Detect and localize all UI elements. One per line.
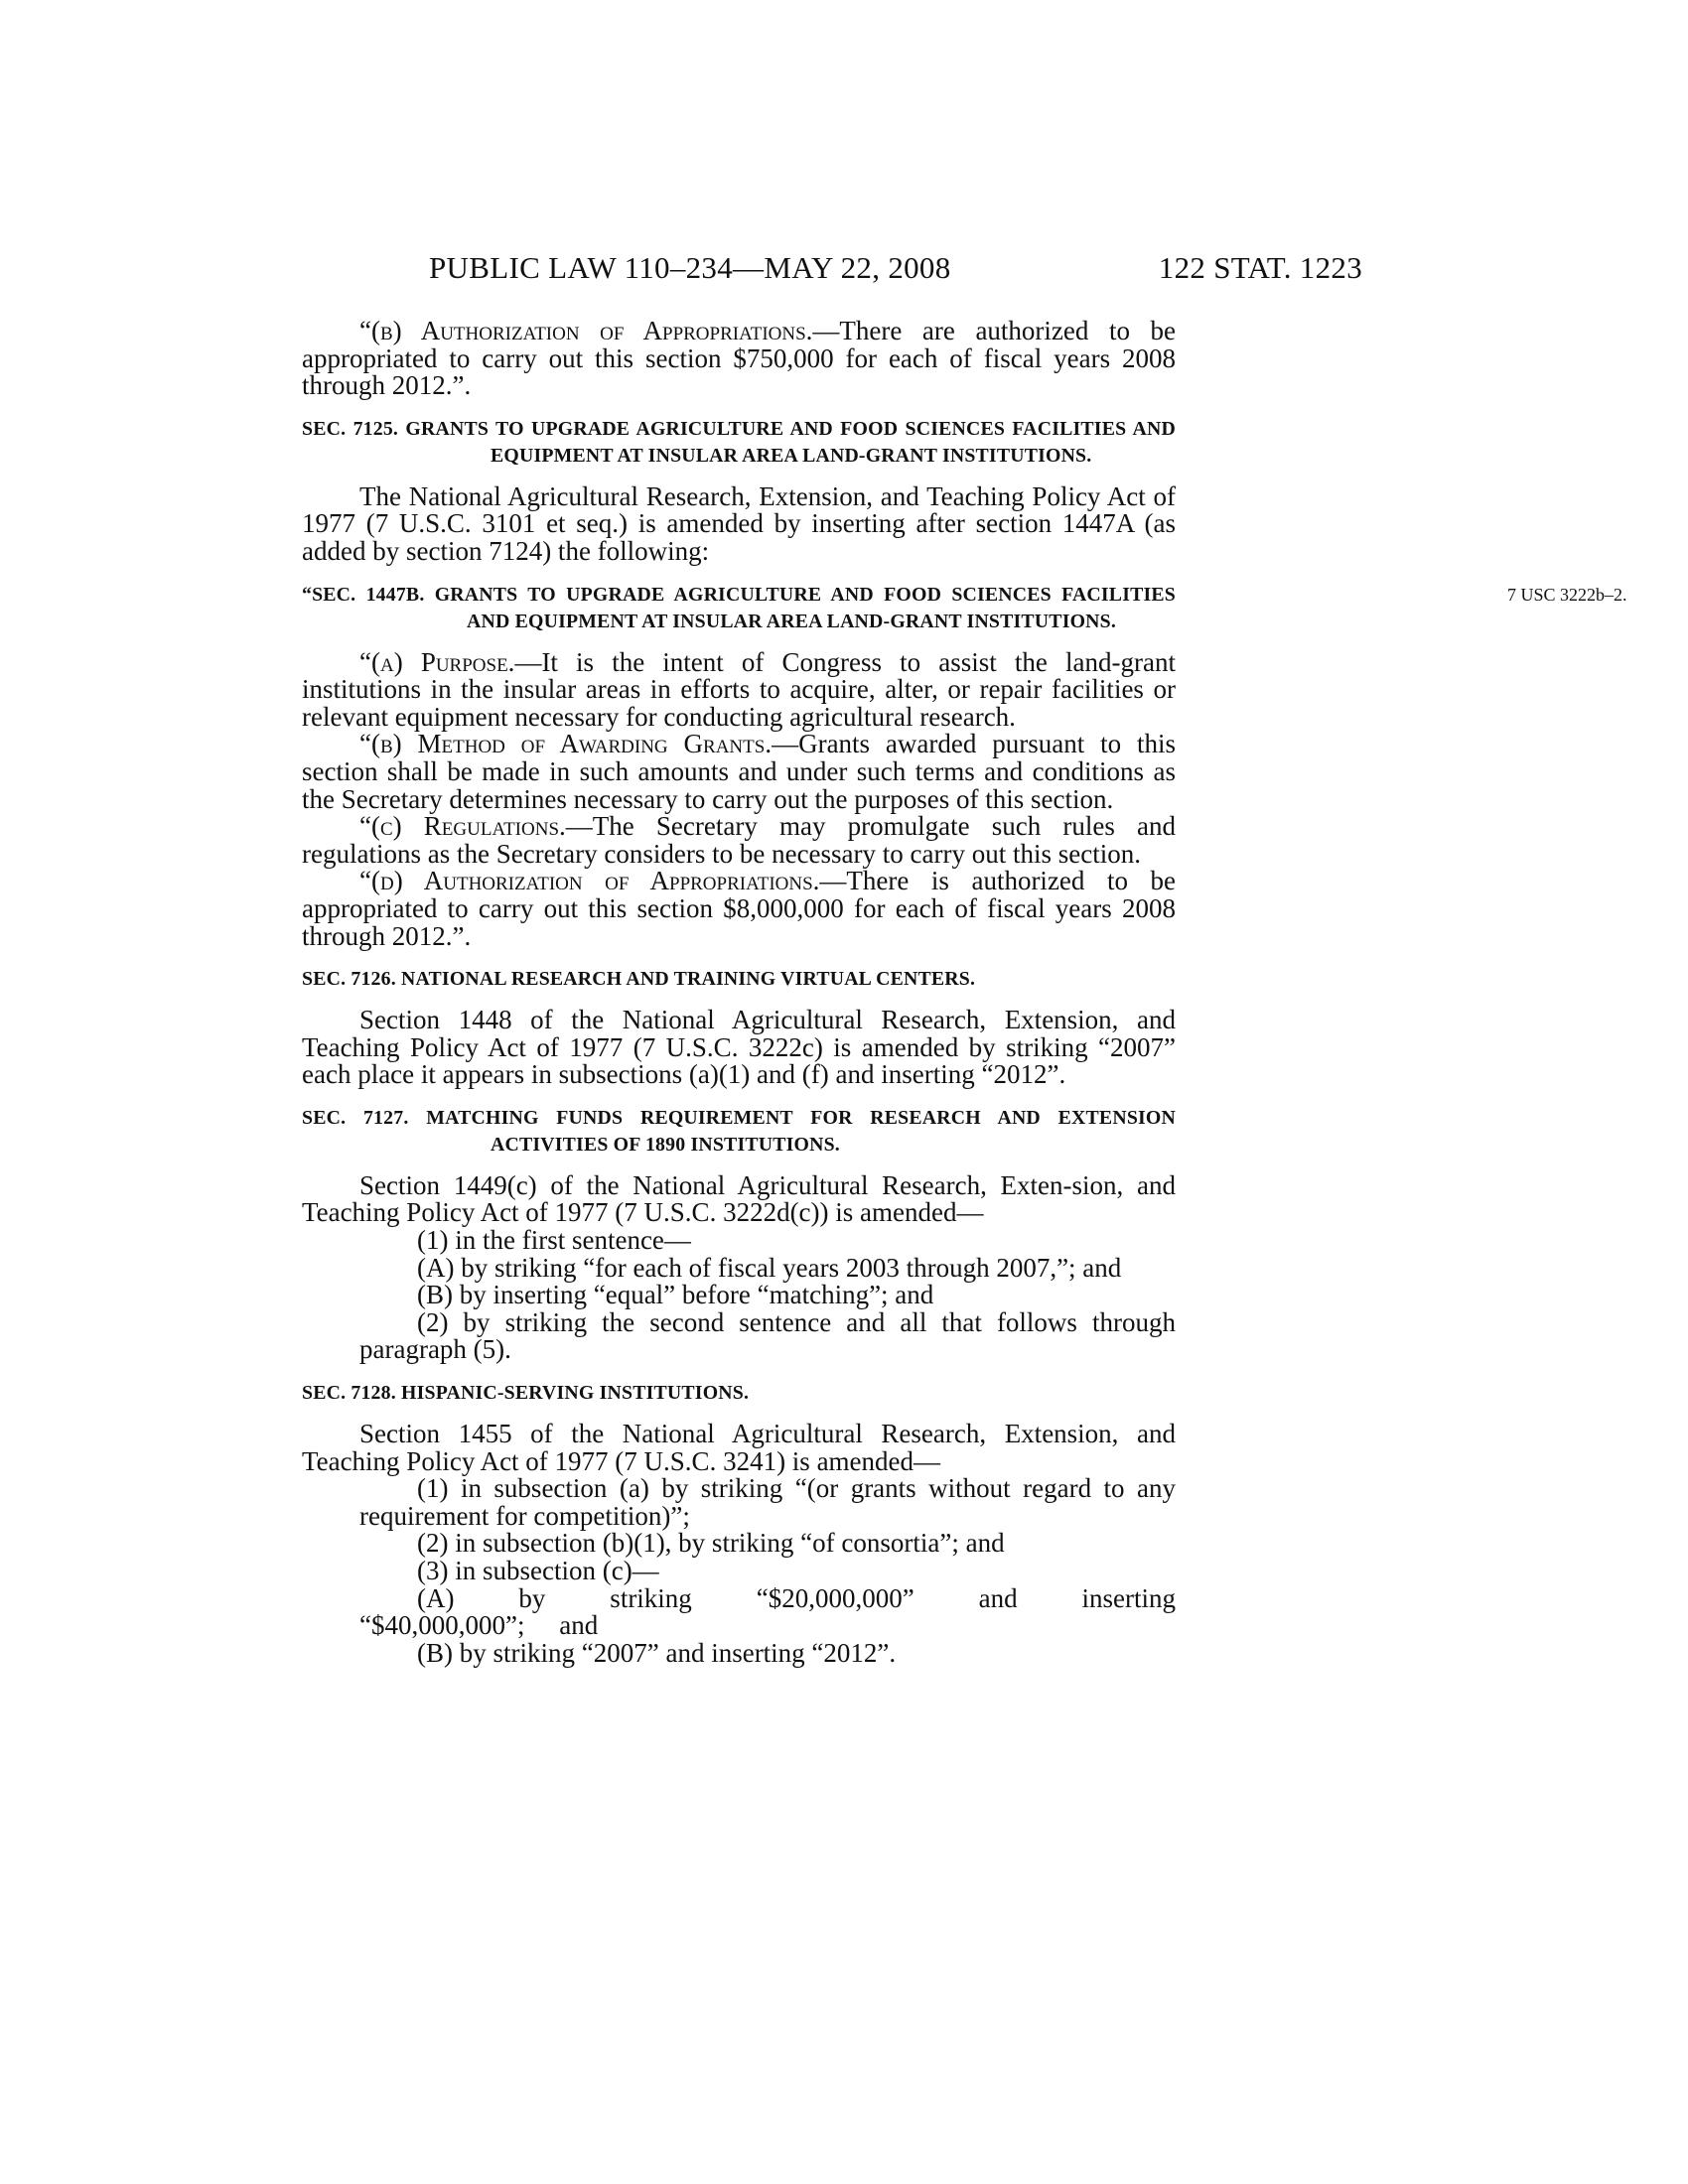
section-heading-7125: SEC. 7125. GRANTS TO UPGRADE AGRICULTURE AND FOOD SCIENCES FACILITIES AND EQUIPMENT AT INSULAR AREA LAND-GRANT INSTITUTIONS. — [302, 417, 1176, 467]
paragraph-b-method — [302, 731, 1176, 813]
paragraph-text: —There are authorized to be appropriated to carry out this section $750,000 for each of fiscal years 2008 through 2012.”. — [302, 316, 1176, 401]
section-7128-item-2: (2) in subsection (b)(1), by striking “of consortia”; and — [417, 1528, 1005, 1559]
section-7127-item-1: (1) in the first sentence— — [417, 1225, 691, 1256]
paragraph-label: “(d) Authorization of Appropriations. — [359, 866, 820, 896]
paragraph-text: —There is authorized to be appropriated to carry out this section $8,000,000 for each of fiscal years 2008 through 2012.”. — [302, 866, 1176, 951]
paragraph-c-regulations — [302, 813, 1176, 868]
running-head-page: 122 STAT. 1223 — [1158, 250, 1362, 285]
section-7127-item-A: (A) by striking “for each of fiscal years 2003 through 2007,”; and — [417, 1252, 1122, 1283]
section-heading-7127: SEC. 7127. MATCHING FUNDS REQUIREMENT FOR RESEARCH AND EXTENSION ACTIVITIES OF 1890 INSTITUTIONS. — [302, 1106, 1176, 1156]
paragraph-text: —Grants awarded pursuant to this section shall be made in such amounts and under such terms and conditions as the Secretary determines necessary to carry out the purposes of this section. — [302, 729, 1176, 814]
running-head — [304, 250, 1362, 290]
section-7128-text: Section 1455 of the National Agricultural Research, Extension, and Teaching Policy Act of 1977 (7 U.S.C. 3241) is amended— — [302, 1419, 1176, 1476]
running-head-title: PUBLIC LAW 110–234—MAY 22, 2008 — [429, 250, 951, 285]
paragraph-b-authorization — [302, 318, 1176, 400]
paragraph-label: “(c) Regulations. — [359, 811, 566, 842]
section-1447b-wrap — [302, 582, 1627, 635]
paragraph-label: “(a) Purpose. — [359, 646, 515, 677]
paragraph-label: “(b) Authorization of Appropriations. — [359, 316, 813, 345]
section-7127-item-2: (2) by striking the second sentence and all that follows through paragraph (5). — [359, 1306, 1176, 1365]
section-7127-item-B: (B) by inserting “equal” before “matching”; and — [417, 1280, 934, 1310]
section-7128-item-B: (B) by striking “2007” and inserting “2012”. — [417, 1637, 897, 1668]
section-7128-item-3: (3) in subsection (c)— — [417, 1556, 659, 1585]
margin-citation-note: 7 USC 3222b–2. — [1507, 584, 1627, 605]
section-heading-1447b: “SEC. 1447B. GRANTS TO UPGRADE AGRICULTURE AND FOOD SCIENCES FACILITIES AND EQUIPMENT AT INSULAR AREA LAND-GRANT INSTITUTIONS. — [302, 583, 1176, 632]
section-7128-item-1: (1) in subsection (a) by striking “(or grants without regard to any requirement for competition)”; — [359, 1473, 1176, 1531]
section-heading-7128: SEC. 7128. HISPANIC-SERVING INSTITUTIONS. — [302, 1382, 750, 1405]
section-7128-item-A: (A) by striking “$20,000,000” and inserting “$40,000,000”; and — [359, 1582, 1176, 1641]
section-7127-text: Section 1449(c) of the National Agricultural Research, Exten-sion, and Teaching Policy Act of 1977 (7 U.S.C. 3222d(c)) is amended— — [302, 1169, 1176, 1228]
body-column — [302, 316, 1627, 1668]
section-heading-7126: SEC. 7126. NATIONAL RESEARCH AND TRAINING VIRTUAL CENTERS. — [302, 968, 976, 991]
paragraph-label: “(b) Method of Awarding Grants. — [359, 729, 773, 759]
paragraph-text: —The Secretary may promulgate such rules and regulations as the Secretary considers to be necessary to carry out this section. — [302, 811, 1176, 869]
paragraph-text: —It is the intent of Congress to assist the land-grant institutions in the insular areas in efforts to acquire, alter, or repair facilities or relevant equipment necessary for conducting agricultural research. — [302, 646, 1176, 732]
paragraph-d-authorization — [302, 868, 1176, 950]
paragraph-a-purpose — [302, 646, 1176, 732]
section-7125-text: The National Agricultural Research, Extension, and Teaching Policy Act of 1977 (7 U.S.C. 3101 et seq.) is amended by inserting after section 1447A (as added by section 7124) the following: — [302, 480, 1176, 566]
section-7126-text: Section 1448 of the National Agricultural Research, Extension, and Teaching Policy Act of 1977 (7 U.S.C. 3222c) is amended by striking “2007” each place it appears in subsections (a)(1) and (f) and inserting “2012”. — [302, 1005, 1176, 1090]
